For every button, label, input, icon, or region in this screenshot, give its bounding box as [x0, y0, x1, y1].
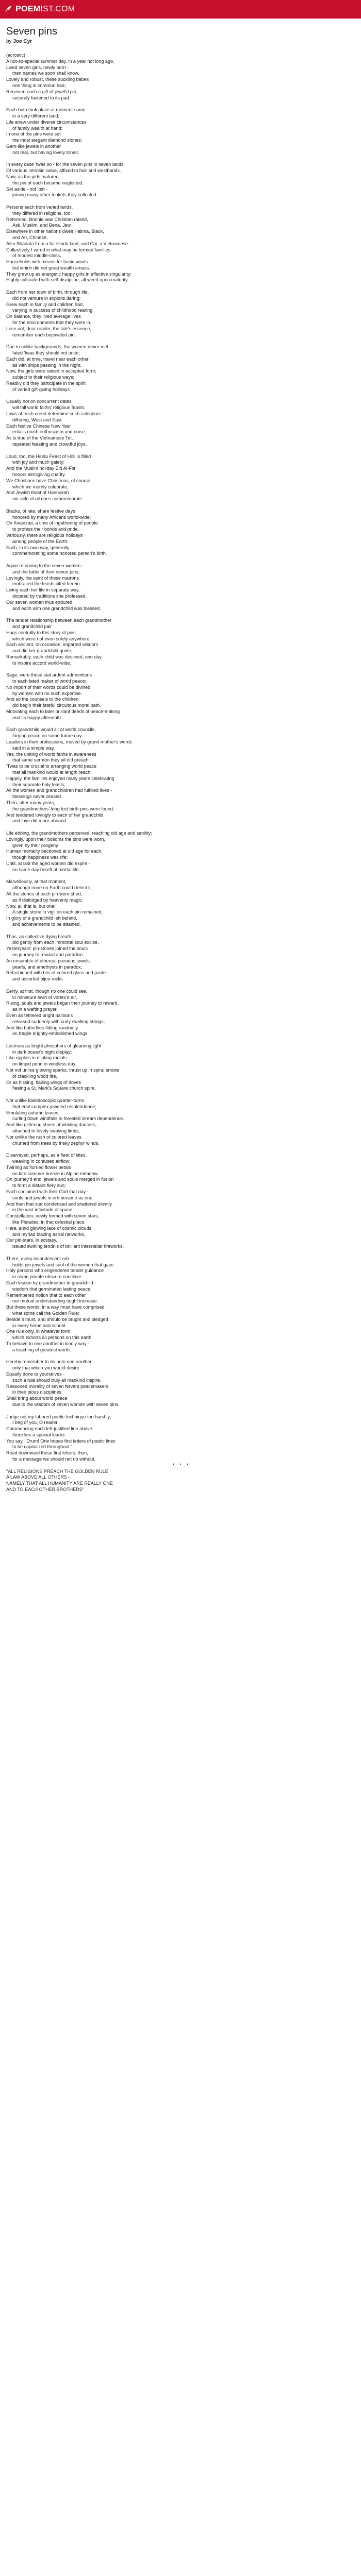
poem-line: Set aside - not lost -: [6, 186, 48, 192]
stanza: [6, 672, 355, 721]
poem-line: Motivating each to later brilliant deeds of peace-making: [6, 709, 120, 715]
poem-line: Again returning to the seven women -: [6, 563, 84, 568]
poem-line: they differed in religions, too;: [12, 210, 72, 216]
poem-line: Emulating autumn leaves: [6, 1110, 59, 1115]
poem-line: issued swirling tendrils of brilliant interstellar fireworks.: [12, 1244, 124, 1249]
poem-line: of modest middle-class,: [12, 253, 61, 259]
poem-line: did gently from each immortal soul excise,: [12, 940, 99, 945]
poem-line: Hugs centrally to this story of pins;: [6, 630, 77, 635]
poem-line: released suddenly with curly swelling strings;: [12, 1019, 105, 1024]
poem-line: And like butterflies flitting randomly: [6, 1025, 78, 1030]
poem-line: a teaching of greatest worth.: [12, 1347, 71, 1352]
poem-line: and myriad blazing astral networks,: [12, 1231, 86, 1237]
poem-line: Persons each from varied lands,: [6, 204, 73, 210]
poem-line: All the women and grandchildren had fulfilled lives -: [6, 788, 112, 793]
poem-line: Each did, at time, travel near each other,: [6, 356, 90, 362]
poem-line: And Jewish feast of Hannukah: [6, 490, 69, 496]
poem-line: such a rule should truly all mankind inspire.: [12, 1377, 102, 1383]
poem-line: Even as tethered bright balloons: [6, 1012, 73, 1018]
poem-line: and its happy aftermath.: [12, 715, 62, 720]
poem-line: on journey to reward and paradise.: [12, 952, 85, 957]
stanza: [6, 399, 355, 447]
poem-line: did begin their fateful circuitous moral path,: [12, 703, 101, 708]
poem-line: Of various intrinsic value, affixed to hair and wristbands.: [6, 168, 121, 174]
poem-line: and did her grandchild guide;: [12, 648, 73, 654]
poem-line: dictated by traditions she professed,: [12, 593, 87, 599]
poem-line: varying in success of childhood rearing.: [12, 308, 94, 313]
poem-line: holds pin jewels and soul of the women that gave: [12, 1262, 114, 1267]
poem-line: Here, amid glowing lace of cosmic clouds: [6, 1225, 92, 1231]
poem-line: blessings never ceased.: [12, 794, 62, 800]
poem-line: their separate holy feasts;: [12, 782, 66, 787]
poem-line: to profess their bonds and pride.: [12, 527, 79, 532]
poem-line: wisdom that germinated lasting peace.: [12, 1286, 92, 1292]
poem-line: the grandmothers' long lost birth-pins were found;: [12, 806, 114, 811]
poem-line: of crackling wood fire,: [12, 1073, 58, 1079]
poem-line: A not-so-special summer day, in a year not long ago,: [6, 58, 114, 64]
poem-line: what some call the Golden Rule;: [12, 1310, 79, 1316]
poem-line: Thus, as collective dying breath: [6, 934, 72, 939]
poem-line: Then, after many years,: [6, 800, 56, 806]
poem-page: [0, 19, 361, 2576]
poem-line: in their pious disciplines: [12, 1389, 62, 1395]
poem-line: and An, Chinese,: [12, 234, 48, 240]
poem-line: repeated feasting and crowdful joys.: [12, 442, 87, 447]
poem-line: AND TO EACH OTHER BROTHERS": [6, 1487, 84, 1493]
poem-line: Constellation, newly formed with seven stars,: [6, 1213, 100, 1219]
stanza: [6, 205, 355, 283]
poem-line: Remembered notion that to each other: [6, 1292, 86, 1298]
author-link[interactable]: Joe Cyr: [13, 39, 32, 44]
poem-line: Life anew under diverse circumstances: [6, 119, 87, 125]
poem-line: Human mortality beckoned at old age for each,: [6, 849, 103, 854]
poem-line: Collectively I vared in what may be termed families: [6, 247, 111, 252]
poem-line: securely fastened to its pad.: [12, 95, 71, 100]
poem-line: Due to unlike backgrounds, the women never met -: [6, 344, 111, 350]
poem-line: Judge not my labored poetic technique too harshly;: [6, 1414, 111, 1419]
poem-line: In every case 'twas so - for the seven pins in seven lands,: [6, 162, 125, 167]
poem-line: Sage, were those stat ardent admonitions: [6, 672, 92, 678]
poem-line: On Kwanzaa, a time of ingathering of people: [6, 520, 98, 526]
poem-line: there lies a special leader.: [12, 1432, 67, 1437]
poem-line: as with ships passing in the night.: [12, 362, 82, 368]
poem-line: which we merrily celebrate,: [12, 484, 69, 489]
poem-line: that all mankind would at length reach.: [12, 770, 92, 775]
stanza: [6, 290, 355, 338]
poem-line: Loud, too, the Hindu Feast of Holi is filled: [6, 453, 91, 459]
stanza: [6, 1153, 355, 1250]
poem-line: Reformed, Bonnie was Christian raised,: [6, 216, 88, 222]
poem-line: Hereby remember to do unto one another: [6, 1359, 92, 1365]
poem-line: in some private obscure conclave.: [12, 1274, 83, 1280]
poem-line: subject to their religious ways;: [12, 375, 75, 380]
poem-line: * * *: [172, 1462, 189, 1468]
poem-line: and each with one grandchild was blessed.: [12, 605, 101, 611]
poem-line: in every home and school.: [12, 1323, 67, 1328]
by-label: by: [6, 39, 12, 44]
site-name-rest: IST.COM: [40, 5, 75, 13]
poem-title: Seven pins: [6, 26, 57, 37]
poem-line: differing, West and East.: [12, 417, 63, 422]
poem-line: Now, as the girls matured,: [6, 174, 60, 179]
poem-line: by women with no such expertise.: [12, 690, 83, 696]
poem-line: only that which you would desire: [12, 1365, 79, 1371]
poem-line: for the environments that they were in.: [12, 320, 92, 326]
poem-line: Each ancient, on occasion, imparted wisdom: [6, 642, 99, 648]
poem-line: on fragile brightly-embellished wings.: [12, 1031, 89, 1037]
poem-line: fleeing a St. Mark's Square church spire.: [12, 1086, 96, 1091]
poem-line: one thing in common had;: [12, 82, 66, 88]
poem-line: souls and jewels in orb became as one.: [12, 1195, 94, 1200]
poem-line: Households with means for basic wants: [6, 259, 88, 265]
poem-line: entails much enthusiasm and noise,: [12, 429, 87, 435]
poem-line: Life ebbing, the grandmothers perceived, reaching old age and senility;: [6, 831, 152, 836]
poem-line: commemorating some honored person's birth.: [12, 551, 107, 556]
poem-line: On balance, they lived average lives: [6, 314, 81, 319]
poem-line: did not venture in exploits daring;: [12, 295, 81, 301]
poem-body: [6, 53, 355, 1493]
poem-line: due to the wisdom of seven women with seven pins.: [12, 1401, 120, 1407]
stanza: [6, 989, 355, 1037]
poem-line: of family wealth at hand:: [12, 125, 63, 131]
poem-line: joining many other trinkets they collected.: [12, 192, 98, 198]
poem-line: And like glittering shoes of whirling dancers,: [6, 1122, 97, 1128]
poem-line: Grew each in family and children had,: [6, 301, 84, 307]
poem-line: Lovely and robust, these suckling babes: [6, 77, 89, 82]
poem-line: You say, "Drum! One hopes first letters of poetic lines: [6, 1438, 116, 1444]
poem-line: will fall world faiths' religious feasts:: [12, 405, 86, 411]
quill-icon: [4, 5, 12, 13]
poem-line: Variously, there are religious holidays: [6, 532, 83, 538]
stanza: [6, 509, 355, 557]
poem-line: Yes, the uniting of world faiths in awareness: [6, 751, 96, 757]
poem-line: in miniature swirl of vortex'd air,: [12, 994, 77, 1000]
poem-line: In one of the pins were set: [6, 131, 61, 137]
poem-line: in the vast infinitude of space;: [12, 1207, 74, 1213]
poem-line: remember each bejeweled pin.: [12, 332, 76, 337]
stanza: [6, 934, 355, 982]
poem-line: and love did more abound.: [12, 818, 68, 824]
poem-line: Usually not on concurrent dates: [6, 399, 72, 404]
poem-line: as in a wafting prayer.: [12, 1007, 58, 1012]
poem-line: An ensemble of ethereal precious jewels,: [6, 958, 91, 963]
poem-line: our mutual understanding ought increase.: [12, 1298, 99, 1304]
poem-line: Commencing each left-justified line above: [6, 1426, 92, 1432]
poem-line: to form a distant fiery sun;: [12, 1183, 66, 1189]
poem-line: Each from her town of birth, through life,: [6, 290, 89, 295]
poem-line: Elsewhere in other nations dwelt Halima, Black,: [6, 229, 104, 234]
poem-line: Ask, Muslim, and Bena, Jew.: [12, 223, 72, 228]
poem-line: to each fated maker of world peace;: [12, 679, 87, 684]
poem-line: Lived seven girls, newly born -: [6, 64, 69, 70]
poem-line: Each grandchild would sit at world councils,: [6, 727, 96, 733]
byline: [6, 39, 355, 44]
poem-line: not real, but having lovely tones;: [12, 149, 79, 155]
poem-line: though happiness was rife;: [12, 855, 68, 860]
poem-line: that same sermon they all did preach:: [12, 757, 90, 763]
poem-line: the most elegant diamond stones;: [12, 138, 83, 143]
poem-line: Lustrous as bright phosphors of gleaming light: [6, 1043, 102, 1048]
stanza: [6, 53, 355, 101]
poem-line: To behave to one another in kindly way -: [6, 1341, 90, 1346]
poem-line: Eerily, at first, though no one could see,: [6, 988, 88, 994]
poem-line: Leaders in their professions, moved by grand-mother's words: [6, 739, 132, 745]
poem-line: And tendered lovingly to each of her grandchild: [6, 812, 104, 818]
poem-line: honored by many Africans world-wide;: [12, 514, 91, 520]
poem-line: Gem-like jewels in another: [6, 143, 61, 149]
poem-line: pearls, and amethysts in paradox,: [12, 964, 83, 970]
poem-line: There, every incandescent orb: [6, 1256, 69, 1261]
poem-line: to inspire accord world-wide.: [12, 660, 72, 666]
poem-line: like Pleiades, in that celestial place.: [12, 1219, 86, 1225]
stanza: [6, 1043, 355, 1092]
poem-line: On journey'd end, jewels and souls merged in fusion: [6, 1177, 114, 1182]
poem-line: The tender relationship between each grandmother: [6, 618, 112, 623]
poem-line: Each birth took place at moment same: [6, 107, 86, 113]
poem-line: curling down windfalls in forested stream dependence.: [12, 1116, 124, 1122]
poem-line: the pin of each became neglected,: [12, 180, 84, 185]
stanza: [6, 1256, 355, 1353]
poem-line: Reasoned morality of seven fervent peacemakers: [6, 1383, 109, 1389]
stanza: [6, 107, 355, 156]
poem-line: given by their progeny.: [12, 842, 59, 848]
poem-line: NAMELY THAT ALL HUMANITY ARE REALLY ONE: [6, 1481, 113, 1486]
poem-line: Shall bring about world peace: [6, 1396, 68, 1401]
poem-line: Highly cultivated with self-discipline, all weed upon maturity.: [6, 277, 129, 283]
poem-line: Blacks, of late, share festive days: [6, 508, 75, 514]
poem-line: although none on Earth could detect it,: [12, 885, 92, 891]
stanza: [6, 162, 355, 198]
poem-line: Rising, souls and jewels began their journey to reward,: [6, 1001, 119, 1006]
poem-line: And so the counsels to the children: [6, 697, 79, 702]
poem-line: of varied gift-giving holidays.: [12, 386, 71, 392]
poem-line: A LAW ABOVE ALL OTHERS -: [6, 1475, 70, 1480]
poem-line: Equally done to yourselves -: [6, 1371, 65, 1377]
poem-line: Now, all that is, but one!: [6, 903, 56, 909]
stanza: [6, 1414, 355, 1493]
poem-line: I beg of you, O reader,: [12, 1420, 59, 1426]
poem-line: Holy persons who engendered tender guidance: [6, 1268, 104, 1274]
stanza: [6, 831, 355, 873]
poem-line: on same day bereft of mortal life.: [12, 867, 80, 872]
poem-line: Not not unlike glowing sparks, thrust up in spiral smoke: [6, 1067, 120, 1073]
poem-line: Now, the girls were raised in accepted form;: [6, 368, 96, 374]
poem-line: Also Shanata from a far Hindu land, and Cai, a Vietnamese.: [6, 241, 129, 246]
poem-line: Or as hissing, flailing wings of doves: [6, 1079, 81, 1085]
poem-line: They grew up as energetic happy girls in effective singularity;: [6, 271, 132, 277]
poem-line: Not unlike kaleidoscopic quarter-turns: [6, 1098, 84, 1104]
poem-line: Twirling as flurried flower petals: [6, 1164, 71, 1170]
site-header: [0, 0, 361, 19]
poem-line: as if dislodged by heavenly magic.: [12, 897, 84, 903]
poem-line: that emit complex jeweled resplendence;: [12, 1104, 96, 1109]
poem-line: A single stone in vigil on each pin remained;: [12, 909, 103, 915]
poem-line: 'Twas to be crucial to arranging world peace: [6, 764, 97, 769]
poem-line: attached to lovely swaying limbs,: [12, 1128, 80, 1134]
poem-line: in dark ocean's night display;: [12, 1049, 72, 1055]
poem-line: and the fable of their seven pins;: [12, 569, 80, 574]
poem-line: fated 'twas they should not unite;: [12, 350, 80, 356]
stanza: [6, 879, 355, 927]
poem-line: "ALL RELIGIONS PREACH THE GOLDEN RULE: [6, 1468, 108, 1474]
site-logo[interactable]: [4, 5, 75, 14]
poem-line: among people of the Earth;: [12, 538, 69, 544]
site-name-bold: POEM: [15, 5, 41, 13]
poem-line: on late summer breeze in Alpine meadow.: [12, 1171, 99, 1176]
poem-line: (acrostic): [6, 53, 26, 58]
poem-line: which were not even solely anywhere.: [12, 636, 91, 641]
poem-line: Lovingly, the spirit of these matrons: [6, 575, 79, 581]
poem-line: Until, at last the aged women did expire -: [6, 860, 91, 866]
poem-line: Marvellously, at that moment,: [6, 879, 67, 885]
poem-line: with joy and much gaiety;: [12, 460, 65, 465]
poem-line: Disarrayed, perhaps, as a fleet of kites,: [6, 1153, 87, 1158]
poem-line: And the Muslim holiday Eid Al-Fitr: [6, 466, 76, 471]
poem-line: Each festive Chinese New Year: [6, 423, 71, 429]
poem-line: In glory of a grandchild left behind,: [6, 916, 77, 921]
poem-line: churned from trees by frisky zephyr winds.: [12, 1140, 100, 1146]
poem-line: and grandchild pair: [12, 623, 52, 629]
poem-line: Readily did they participate in the spirit: [6, 381, 86, 386]
stanza: [6, 727, 355, 824]
poem-line: Read downward these first letters, then,: [6, 1450, 88, 1456]
poem-line: Yesteryears' pin-stones joined the souls: [6, 946, 88, 952]
poem-line: Nor unlike the rush of colored leaves: [6, 1134, 82, 1140]
poem-line: then names we soon shall know.: [12, 71, 79, 76]
poem-line: Each lesson by grandmother to grandchild -: [6, 1280, 96, 1285]
poem-line: mir acle of oil does commemorate.: [12, 496, 84, 502]
poem-line: As is true of the Vietnamese Tet,: [6, 435, 73, 441]
poem-line: Living each her life in separate way,: [6, 587, 80, 593]
stanza: [6, 618, 355, 666]
poem-line: Refashioned with bits of colored glass and paste: [6, 970, 106, 976]
poem-line: on limpid pond in windless day.: [12, 1061, 76, 1067]
poem-line: No import of their words could be divined: [6, 684, 91, 690]
poem-line: embraced the feasts cited herein.: [12, 581, 81, 587]
poem-line: Our pin-stars, in ecstasy,: [6, 1238, 57, 1243]
poem-line: and assorted bijou rocks.: [12, 976, 64, 982]
poem-line: said in a simple way.: [12, 745, 55, 751]
stanza: [6, 563, 355, 612]
poem-line: Laws of each creed determine such calendars -: [6, 411, 104, 417]
poem-line: to be capitalized throughout.": [12, 1444, 73, 1450]
poem-line: One rule only, in whatever form,: [6, 1329, 72, 1334]
poem-line: Remarkably, each child was destined, one day,: [6, 654, 103, 659]
poem-line: Beside it must, and should be taught and pledged: [6, 1316, 108, 1322]
poem-line: which exhorts all persons on this earth: [12, 1335, 92, 1341]
poem-line: But these words, in a way must have comprised: [6, 1304, 105, 1310]
poem-line: Happily, the families enjoyed many years celebrating: [6, 775, 114, 781]
stanza: [6, 1098, 355, 1146]
poem-line: All the stones of each pin were shed,: [6, 891, 83, 896]
poem-line: forging peace on some future day.: [12, 733, 83, 739]
poem-line: honors almsgiving charity.: [12, 471, 66, 477]
poem-line: Each, in its own way, generally: [6, 545, 70, 550]
poem-line: Lovingly, upon their bosoms the pins were worn,: [6, 836, 105, 842]
poem-line: for a message we should not do without.: [12, 1456, 96, 1462]
stanza: [6, 1359, 355, 1408]
poem-line: Our seven women thus endured,: [6, 599, 74, 605]
poem-line: and achievements to be attained.: [12, 921, 81, 927]
stanza: [6, 344, 355, 393]
poem-line: Received each a gift of jewel'd pin,: [6, 89, 78, 94]
poem-line: Lose not, dear reader, the tale's essence,: [6, 326, 91, 331]
poem-line: but which did not great wealth amass.: [12, 265, 90, 270]
poem-line: Like ripplies in dilating radials: [6, 1055, 67, 1061]
poem-line: in a very different land;: [12, 113, 59, 118]
poem-line: We Christians have Christmas, of course,: [6, 478, 92, 483]
poem-line: Each conjoined with their God that day -: [6, 1189, 89, 1195]
poem-line: weaving in confused airflow;: [12, 1159, 71, 1164]
stanza: [6, 454, 355, 502]
poem-line: And then that star condensed and shattered silently: [6, 1201, 112, 1207]
